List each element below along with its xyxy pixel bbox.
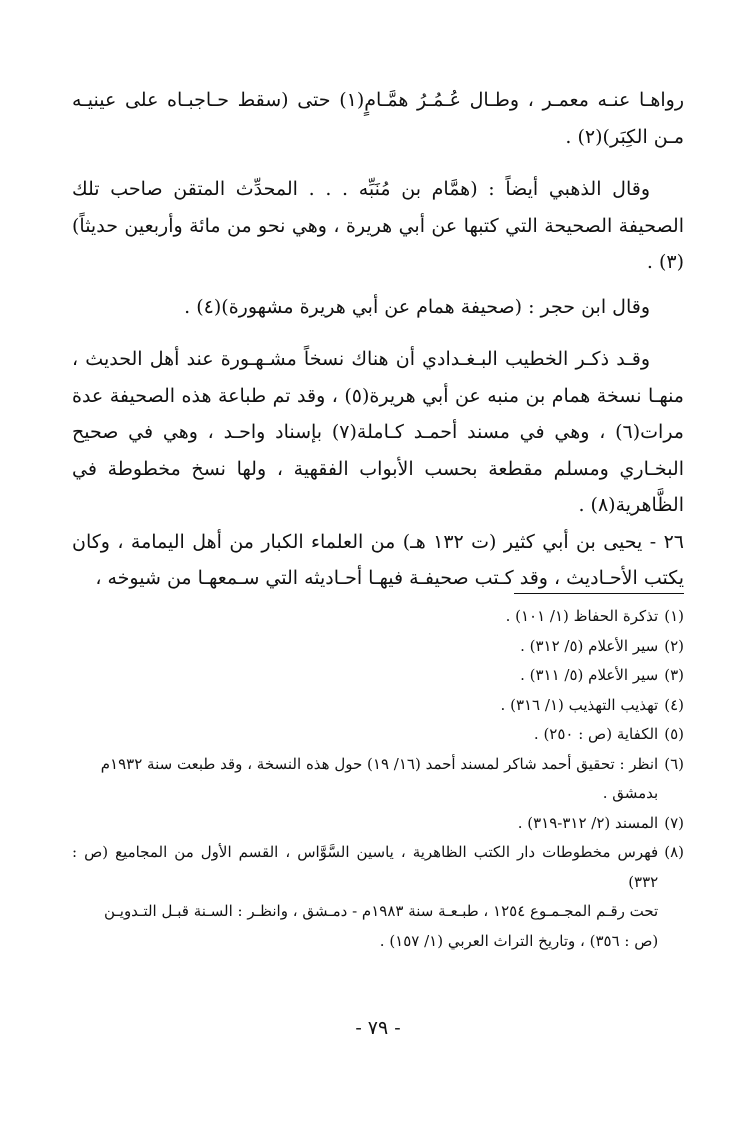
footnote-line: انظر : تحقيق أحمد شاكر لمسند أحمد (١٦/ ١٩) حول هذه النسخة ، وقد طبعت سنة ١٩٣٢م (100, 754, 659, 773)
paragraph-khatib-baghdadi: وقـد ذكـر الخطيب البـغـدادي أن هناك نسخاً مشـهـورة عند أهل الحديث ، منهـا نسخة همام بن منبه عن أبي هريرة(٥) ، وقد تم طباعة هذه الصحيفة عدة مرات(٦) ، وهي في مسند أحمـد كـاملة(٧) بإسناد واحـد ، وهي في صحيح البخـاري ومسلم مقطعة بحسب الأبواب الفقهية ، ولها نسخ مخطوطة في الظَّاهرية(٨) . (72, 348, 684, 516)
footnote-number: (٧) (664, 813, 684, 832)
footnote-text: المسند (٢/ ٣١٢-٣١٩) . (517, 813, 659, 832)
footnote-line: تحت رقـم المجـمـوع ١٢٥٤ ، طبـعـة سنة ١٩٨٣م - دمـشق ، وانظـر : السـنة قبـل التـدويـن (103, 902, 659, 920)
footnote-text: تذكرة الحفاظ (١/ ١٠١) . (505, 607, 659, 625)
paragraph-ibn-hajar-quote: وقال ابن حجر : (صحيفة همام عن أبي هريرة مشهورة)(٤) . (184, 295, 650, 318)
footnote-separator (514, 593, 684, 594)
footnote-1 (72, 602, 684, 632)
paragraph-dhahabi-quote: وقال الذهبي أيضاً : (همَّام بن مُنَبِّه . . . المحدِّث المتقن صاحب تلك الصحيفة الصحيحة التي كتبها عن أبي هريرة ، وهي نحو من مائة وأربعين حديثاً)(٣) . (72, 178, 685, 273)
paragraph-yahya-ibn-abi-kathir: ٢٦ - يحيى بن أبي كثير (ت ١٣٢ هـ) من العلماء الكبار من أهل اليمامة ، وكان يكتب الأحـاديث ، وقد كـتب صحيفـة فيهـا أحـاديثه التي سـمعهـا من شيوخه ، (72, 530, 684, 589)
main-text (72, 82, 684, 597)
footnote-text (72, 838, 658, 956)
footnote-2 (72, 632, 684, 662)
footnote-number: (١) (664, 607, 684, 625)
footnote-text: سير الأعلام (٥/ ٣١٢) . (520, 636, 659, 655)
footnote-number: (٨) (664, 843, 684, 861)
footnote-3 (72, 661, 684, 691)
footnote-7 (72, 809, 684, 839)
footnote-6 (72, 750, 684, 809)
footnote-number: (٢) (664, 636, 684, 655)
footnote-line: (ص : ٣٥٦) ، وتاريخ التراث العربي (١/ ١٥٧) . (379, 931, 659, 950)
footnote-number: (٥) (664, 725, 684, 743)
footnote-text (72, 750, 658, 809)
footnote-8 (72, 838, 684, 956)
footnote-text: تهذيب التهذيب (١/ ٣١٦) . (500, 695, 659, 714)
footnote-text: سير الأعلام (٥/ ٣١١) . (520, 666, 659, 684)
page-number: - ٧٩ - (355, 1017, 401, 1039)
footnotes (72, 602, 684, 956)
footnote-number: (٤) (664, 695, 684, 714)
footnote-line: بدمشق . (602, 784, 659, 802)
paragraph-hammam-narration: رواهـا عنـه معمـر ، وطـال عُـمُـرُ همَّـامٍ(١) حتى (سقط حـاجبـاه على عينيـه مـن الكِبَر)(٢) . (72, 89, 684, 148)
footnote-line: فهرس مخطوطات دار الكتب الظاهرية ، ياسين السَّوَّاس ، القسم الأول من المجاميع (ص : ٣٣٢) (72, 843, 659, 891)
footnote-number: (٦) (664, 754, 684, 773)
footnote-4 (72, 691, 684, 721)
footnote-text: الكفاية (ص : ٢٥٠) . (533, 725, 659, 743)
footnote-number: (٣) (664, 666, 684, 684)
footnote-5 (72, 720, 684, 750)
